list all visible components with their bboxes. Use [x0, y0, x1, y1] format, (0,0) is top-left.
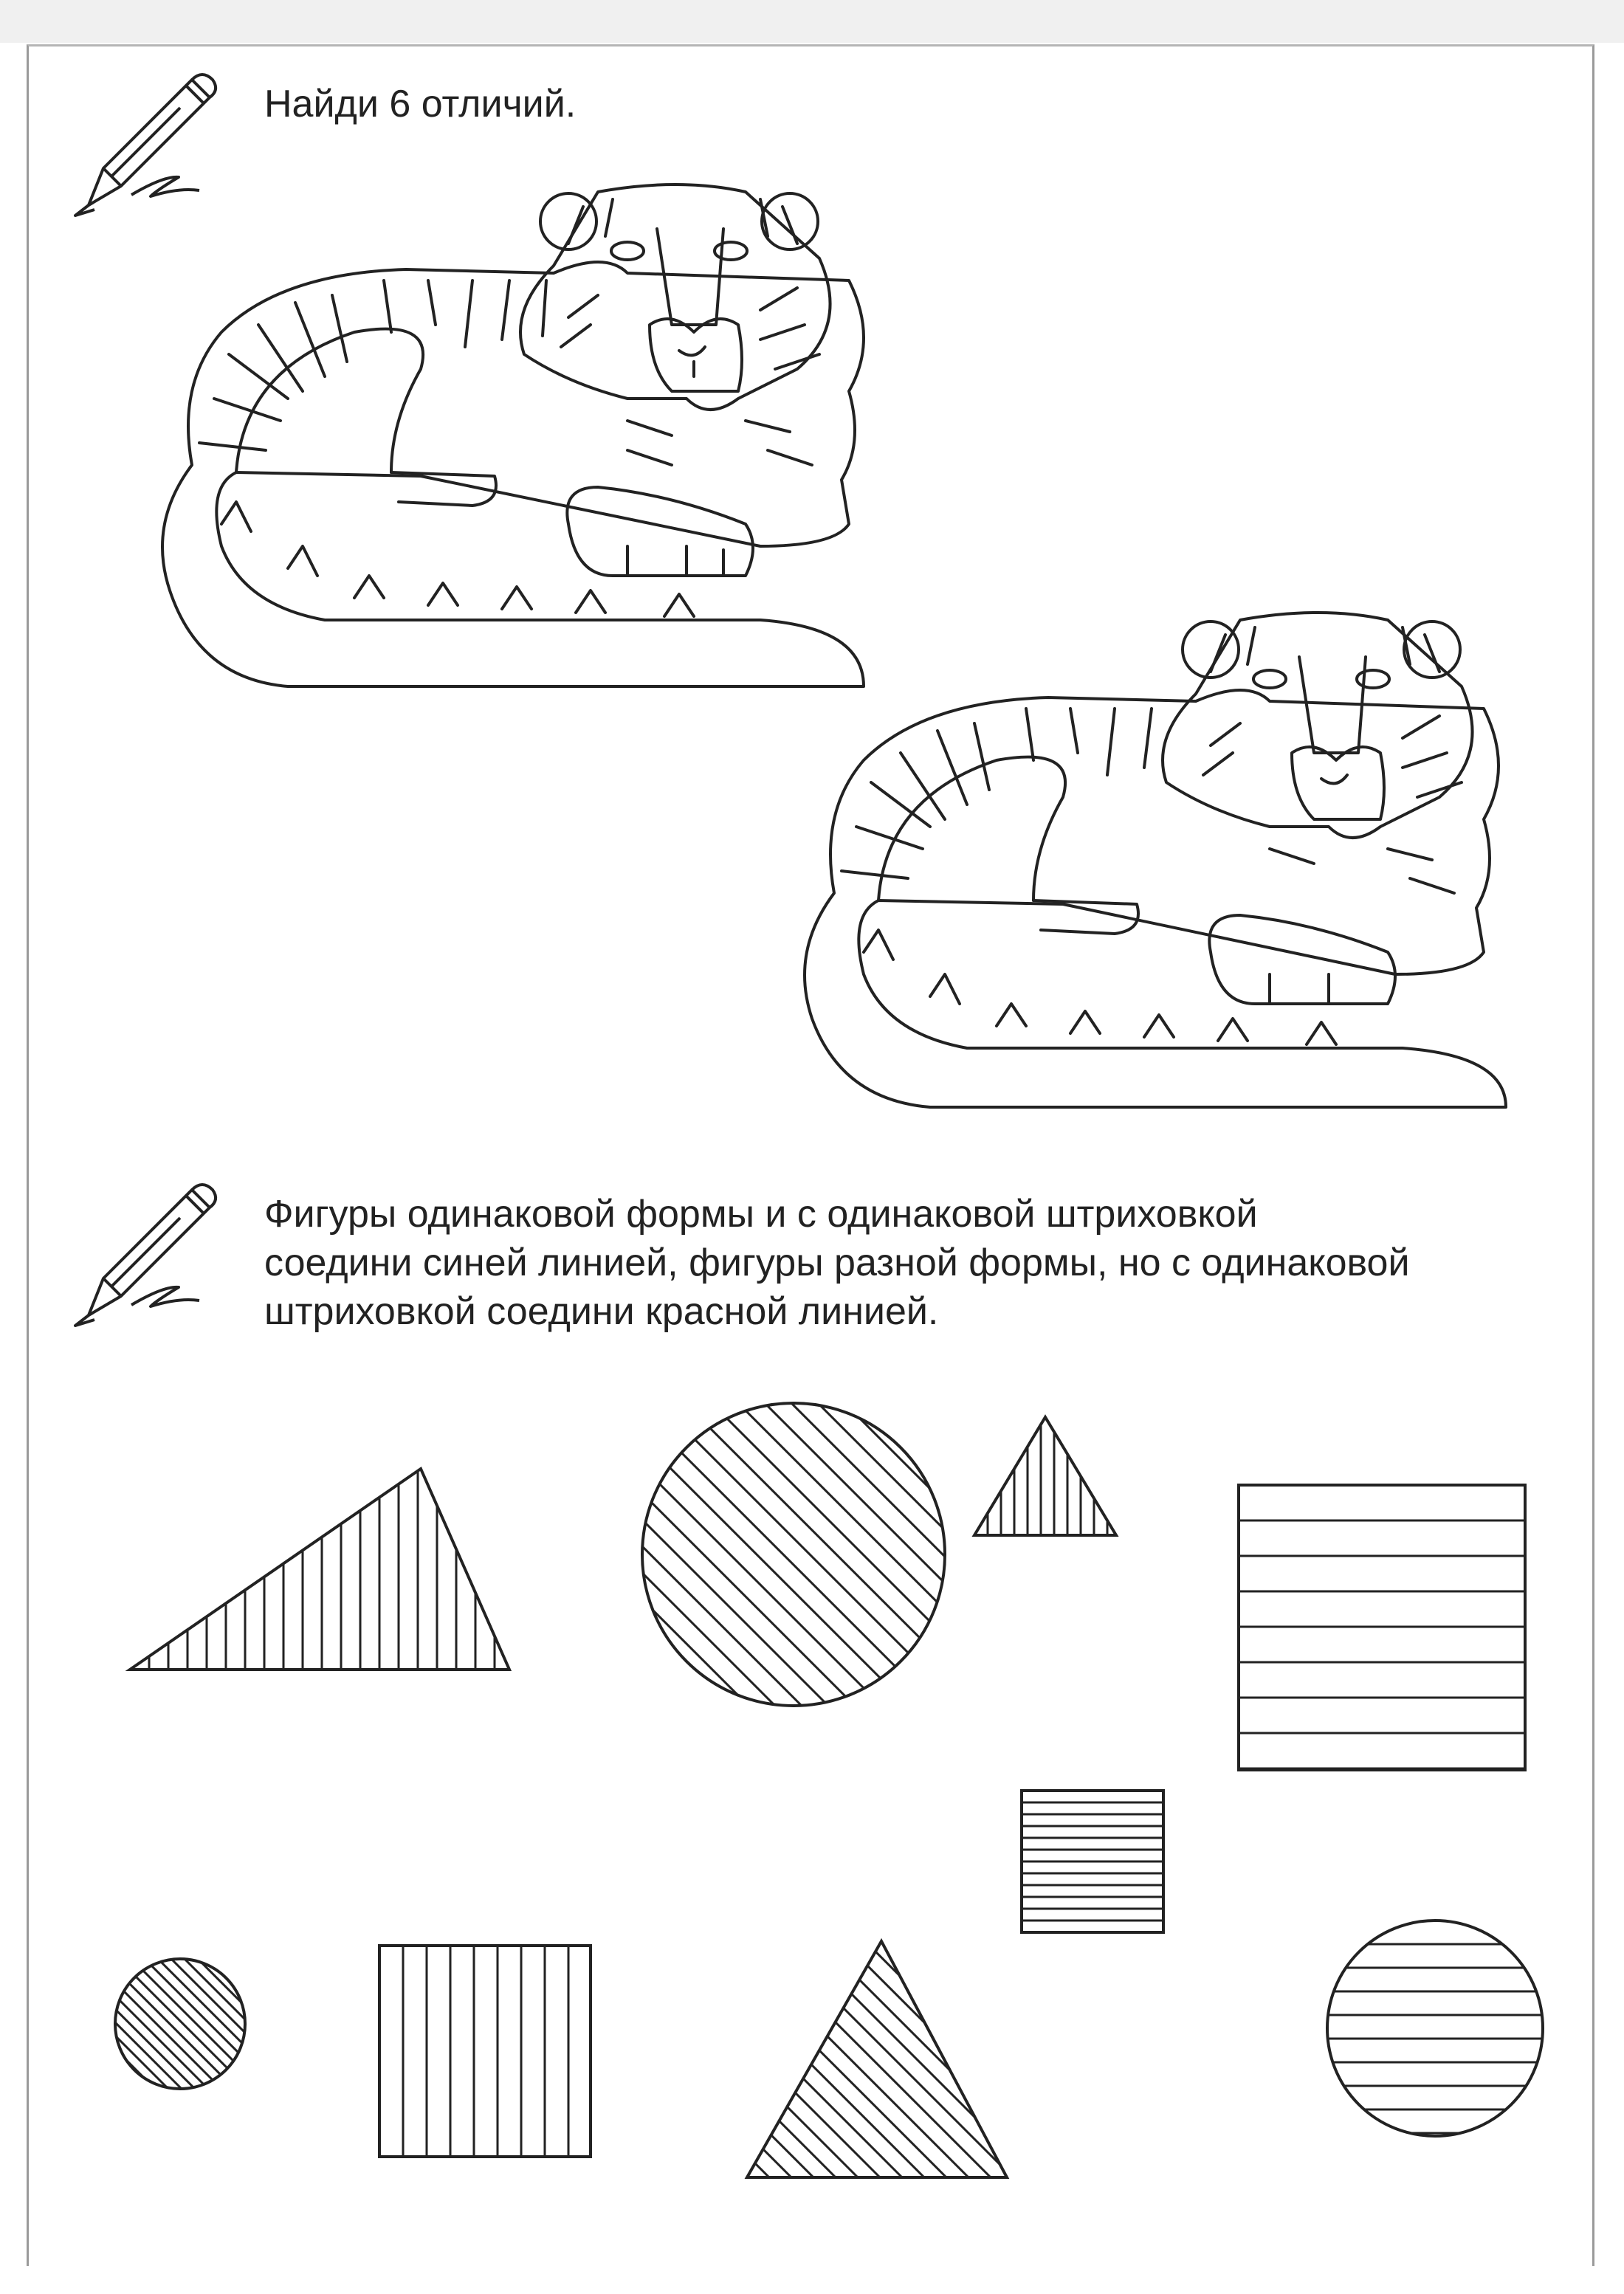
- hatch-line: [932, 1941, 1168, 2177]
- hatch-line: [577, 1941, 813, 2177]
- hatch-line: [38, 1959, 168, 2089]
- hatching-vertical: [988, 1417, 1107, 1535]
- hatch-line: [158, 1959, 288, 2089]
- task1-instruction: Найди 6 отличий.: [264, 83, 577, 125]
- hatch-line: [92, 1959, 221, 2089]
- shape-square-vertical: [379, 1946, 591, 2157]
- hatch-line: [799, 1941, 1035, 2177]
- hatch-line: [340, 1403, 642, 1706]
- hatch-line: [688, 1941, 924, 2177]
- task2-instruction-line: Фигуры одинаковой формы и с одинаковой штриховкой: [264, 1193, 1258, 1236]
- hatch-line: [843, 1941, 1079, 2177]
- hatch-line: [366, 1403, 669, 1706]
- shape-circle-horizontal: [1327, 1921, 1543, 2136]
- hatch-line: [198, 1959, 328, 2089]
- hatch-line: [710, 1941, 946, 2177]
- hatching-vertical: [403, 1946, 568, 2157]
- hatch-line: [65, 1959, 195, 2089]
- hatch-line: [666, 1941, 902, 2177]
- hatch-line: [998, 1941, 1234, 2177]
- hatching-horizontal: [1239, 1520, 1525, 1768]
- hatch-line: [924, 1403, 1227, 1706]
- task2-instruction-line: соедини синей линией, фигуры разной формы, но с одинаковой: [264, 1241, 1410, 1284]
- hatch-line: [976, 1941, 1212, 2177]
- hatch-line: [0, 1959, 115, 2089]
- hatch-line: [511, 1941, 747, 2177]
- hatch-line: [821, 1941, 1057, 2177]
- hatch-line: [777, 1941, 1013, 2177]
- hatch-line: [644, 1941, 880, 2177]
- hatch-line: [211, 1959, 341, 2089]
- hatching-diagonal: [0, 1959, 368, 2089]
- hatch-line: [599, 1941, 836, 2177]
- hatch-line: [171, 1959, 301, 2089]
- hatch-line: [622, 1941, 858, 2177]
- hatching-diagonal: [511, 1941, 1234, 2177]
- hatch-line: [145, 1959, 275, 2089]
- shape-circle-diagonal-large: [642, 1403, 945, 1706]
- hatch-line: [0, 1959, 128, 2089]
- hatching-diagonal: [340, 1403, 1227, 1706]
- hatch-line: [754, 1941, 991, 2177]
- hatch-line: [131, 1959, 261, 2089]
- hatch-line: [78, 1959, 208, 2089]
- hatch-line: [238, 1959, 368, 2089]
- hatch-line: [105, 1959, 235, 2089]
- task2-instruction-line: штриховкой соедини красной линией.: [264, 1290, 939, 1333]
- hatch-line: [887, 1941, 1124, 2177]
- hatching-vertical: [149, 1469, 495, 1670]
- hatch-line: [12, 1959, 142, 2089]
- shape-circle-diagonal-small: [115, 1959, 245, 2089]
- hatching-horizontal: [1022, 1802, 1163, 1921]
- hatch-line: [185, 1959, 314, 2089]
